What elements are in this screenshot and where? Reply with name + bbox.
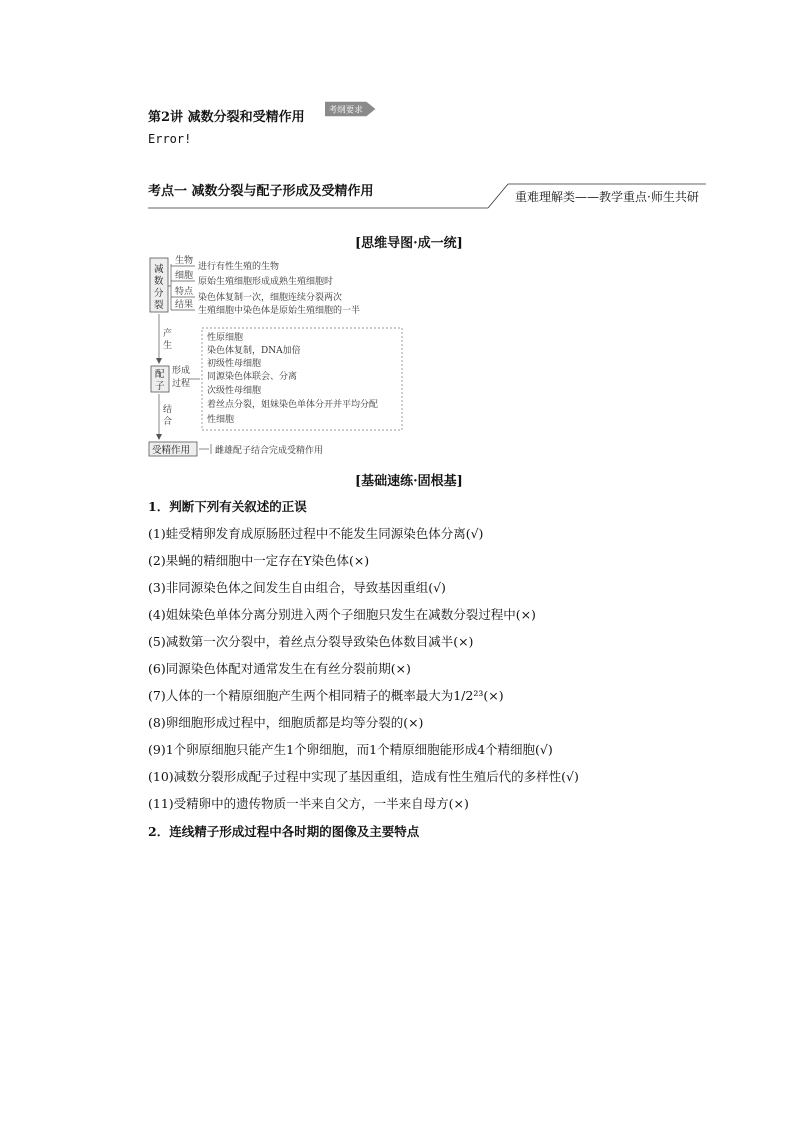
- produce-label: 生: [163, 341, 173, 351]
- process-stage: 性原细胞: [207, 333, 244, 343]
- root-char: 分: [154, 288, 164, 299]
- question-2-title: 2．连线精子形成过程中各时期的图像及主要特点: [148, 824, 420, 839]
- mindmap-heading: [思维导图·成一统]: [355, 236, 463, 251]
- judgment-item: (5)减数第一次分裂中，着丝点分裂导致染色体数目减半(×): [148, 634, 474, 649]
- judgment-item: (9)1个卵原细胞只能产生1个卵细胞，而1个精原细胞能形成4个精细胞(√): [148, 742, 553, 757]
- process-arrow-text: 染色体复制，DNA加倍: [207, 346, 301, 356]
- question-1-title: 1．判断下列有关叙述的正误: [148, 499, 307, 514]
- gamete-char: 配: [155, 369, 165, 380]
- process-stage: 初级性母细胞: [207, 359, 262, 369]
- lecture-title: 第2讲 减数分裂和受精作用: [148, 110, 305, 125]
- judgment-item: (2)果蝇的精细胞中一定存在Y染色体(×): [148, 553, 370, 568]
- process-stage: 次级性母细胞: [207, 386, 262, 396]
- syllabus-badge-label: 考纲要求: [328, 105, 363, 116]
- branch-label: 特点: [175, 287, 194, 297]
- root-char: 数: [154, 276, 164, 287]
- branch-2: [171, 270, 333, 287]
- section-right-label: 重难理解类——教学重点·师生共研: [515, 190, 699, 204]
- branch-label: 生物: [175, 256, 194, 266]
- formation-label: 过程: [172, 379, 191, 389]
- root-char: 减: [154, 264, 164, 275]
- section-heading: 考点一 减数分裂与配子形成及受精作用: [148, 184, 374, 199]
- root-char: 裂: [154, 300, 164, 311]
- process-arrow-text: 同源染色体联会、分离: [207, 372, 298, 382]
- branch-text: 染色体复制一次，细胞连续分裂两次: [198, 293, 343, 303]
- branch-label: 细胞: [175, 271, 194, 281]
- formation-label: 形成: [172, 366, 191, 376]
- produce-label: 产: [163, 329, 173, 339]
- process-arrow-text: 着丝点分裂，姐妹染色单体分开并平均分配: [207, 400, 379, 410]
- combine-label: 结: [163, 405, 173, 415]
- syllabus-badge[interactable]: [322, 100, 382, 118]
- gamete-char: 子: [155, 381, 165, 392]
- branch-text: 原始生殖细胞形成成熟生殖细胞时: [198, 277, 334, 287]
- error-text: Error!: [148, 132, 192, 146]
- judgment-item: (6)同源染色体配对通常发生在有丝分裂前期(×): [148, 661, 411, 676]
- judgment-item: (11)受精卵中的遗传物质一半来自父方，一半来自母方(×): [148, 796, 469, 811]
- branch-text: 生殖细胞中染色体是原始生殖细胞的一半: [198, 306, 361, 316]
- branch-label: 结果: [175, 300, 194, 310]
- combine-label: 合: [163, 417, 173, 427]
- judgment-item: (1)蛙受精卵发育成原肠胚过程中不能发生同源染色体分离(√): [148, 526, 484, 541]
- branch-3: [171, 285, 342, 303]
- process-stage: 性细胞: [207, 415, 235, 425]
- fertilization-label: 受精作用: [152, 445, 191, 456]
- judgment-item: (10)减数分裂形成配子过程中实现了基因重组，造成有性生殖后代的多样性(√): [148, 769, 579, 784]
- judgment-item: (8)卵细胞形成过程中，细胞质都是均等分裂的(×): [148, 715, 424, 730]
- judgment-item: (3)非同源染色体之间发生自由组合，导致基因重组(√): [148, 580, 446, 595]
- mindmap-diagram: [145, 252, 410, 462]
- branch-text: 进行有性生殖的生物: [198, 262, 280, 272]
- practice-heading: [基础速练·固根基]: [355, 474, 463, 489]
- fertilization-text: 雌雄配子结合完成受精作用: [215, 446, 324, 456]
- branch-1: [171, 254, 279, 272]
- judgment-item: (4)姐妹染色单体分离分别进入两个子细胞只发生在减数分裂过程中(×): [148, 607, 536, 622]
- judgment-item: (7)人体的一个精原细胞产生两个相同精子的概率最大为1/2²³(×): [148, 688, 504, 703]
